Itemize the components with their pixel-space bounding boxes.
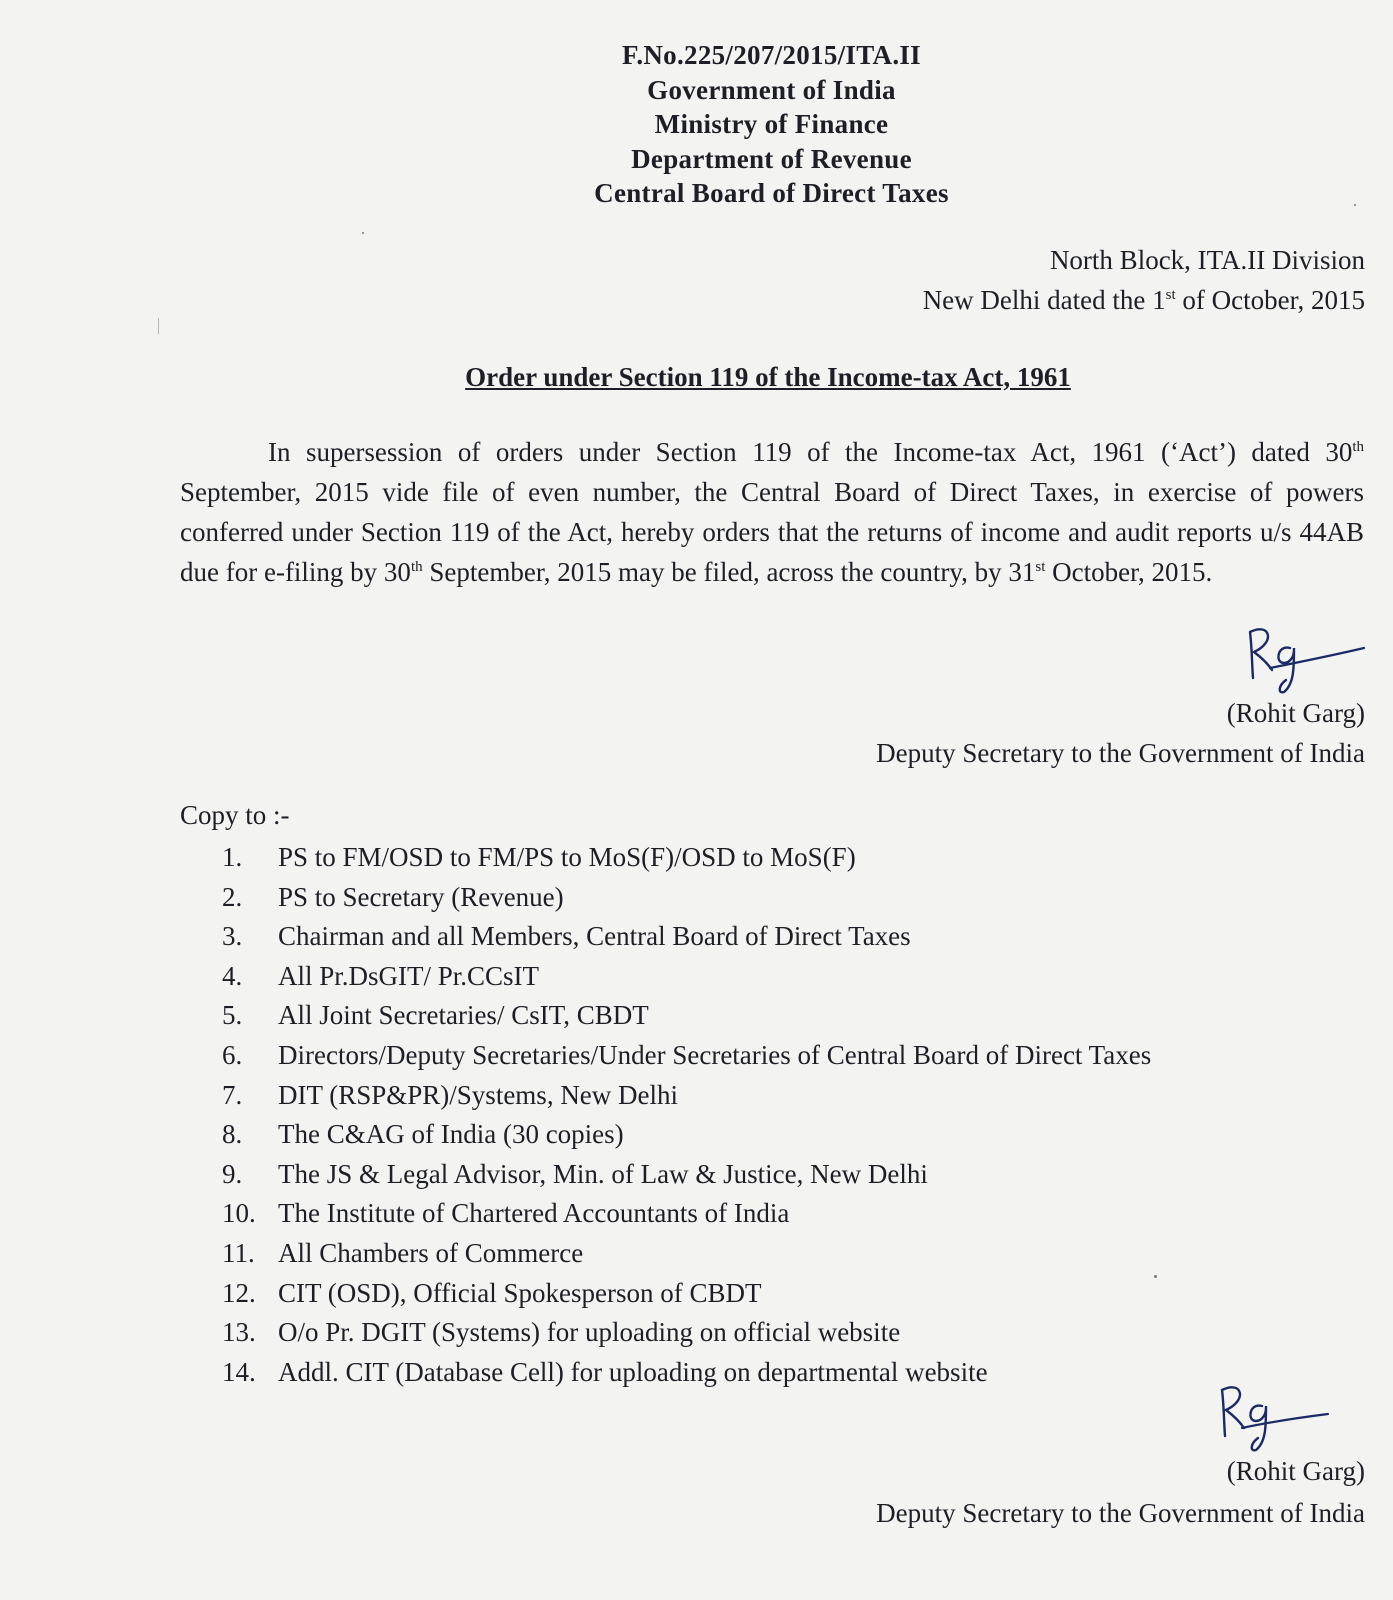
closing-signatory-name: (Rohit Garg) <box>1226 1456 1365 1486</box>
copy-to-item-text: PS to FM/OSD to FM/PS to MoS(F)/OSD to MoS(F) <box>278 842 856 872</box>
file-number: F.No.225/207/2015/ITA.II <box>622 40 921 70</box>
scan-speck <box>1354 204 1356 206</box>
scan-mark <box>158 318 159 334</box>
copy-to-item <box>222 878 1151 918</box>
copy-to-item-text: PS to Secretary (Revenue) <box>278 881 564 912</box>
copy-to-item-text: Chairman and all Members, Central Board of Direct Taxes <box>278 921 911 952</box>
scan-speck <box>362 232 364 234</box>
copy-to-item <box>222 996 1151 1036</box>
copy-to-item-number: 7. <box>222 1079 243 1110</box>
copy-to-item <box>222 1115 1151 1155</box>
copy-to-item-number: 4. <box>222 960 243 991</box>
place-and-date <box>923 240 1365 320</box>
copy-to-item <box>222 1155 1151 1195</box>
copy-to-item <box>222 957 1151 997</box>
copy-to-item <box>222 917 1151 957</box>
copy-to-list <box>222 838 1151 1392</box>
copy-to-item-number: 6. <box>222 1039 243 1070</box>
copy-to-item <box>222 1234 1151 1274</box>
closing-signatory-designation: Deputy Secretary to the Government of India <box>876 1498 1365 1528</box>
copy-to-item <box>222 1353 1151 1393</box>
copy-to-item-text: Directors/Deputy Secretaries/Under Secretaries of Central Board of Direct Taxes <box>278 1039 1152 1070</box>
copy-to-item-number: 1. <box>222 842 243 872</box>
letterhead <box>0 38 1393 211</box>
copy-to-item-text: All Chambers of Commerce <box>278 1237 584 1268</box>
copy-to-label: Copy to :- <box>180 800 290 830</box>
copy-to-item-text: CIT (OSD), Official Spokesperson of CBDT <box>278 1277 762 1308</box>
office-location: North Block, ITA.II Division <box>1049 245 1365 275</box>
board-name: Central Board of Direct Taxes <box>594 178 949 208</box>
copy-to-item-number: 11. <box>222 1237 255 1268</box>
copy-to-item-text: All Joint Secretaries/ CsIT, CBDT <box>278 1000 649 1031</box>
copy-to-item-text: O/o Pr. DGIT (Systems) for uploading on official website <box>278 1317 901 1348</box>
copy-to-item-number: 2. <box>222 881 243 912</box>
copy-to-item <box>222 1313 1151 1353</box>
signatory-designation: Deputy Secretary to the Government of India <box>876 738 1365 768</box>
copy-to-item-number: 10. <box>222 1198 256 1229</box>
signatory-name: (Rohit Garg) <box>1226 698 1365 728</box>
scan-speck <box>1154 1275 1157 1278</box>
issue-date: New Delhi dated the 1st of October, 2015 <box>922 285 1365 315</box>
copy-to-item-text: The Institute of Chartered Accountants of India <box>278 1198 790 1229</box>
copy-to-item-text: The C&AG of India (30 copies) <box>278 1119 624 1150</box>
closing-signature-initials <box>1210 1378 1340 1456</box>
signature-initials <box>1240 618 1370 696</box>
copy-to-item-number: 12. <box>222 1277 256 1308</box>
copy-to-item <box>222 1194 1151 1234</box>
government-name: Government of India <box>647 74 896 105</box>
copy-to-item <box>222 838 1151 878</box>
copy-to-item-number: 8. <box>222 1119 243 1150</box>
copy-to-item-number: 5. <box>222 1000 243 1031</box>
copy-to-item-text: Addl. CIT (Database Cell) for uploading on departmental website <box>278 1356 988 1387</box>
order-title: Order under Section 119 of the Income-tax Act, 1961 <box>465 362 1071 392</box>
copy-to-item-number: 9. <box>222 1158 243 1189</box>
copy-to-item-number: 13. <box>222 1317 256 1348</box>
ministry-name: Ministry of Finance <box>654 109 889 139</box>
copy-to-item <box>222 1036 1151 1076</box>
copy-to-item-text: All Pr.DsGIT/ Pr.CCsIT <box>278 960 540 991</box>
copy-to-item-text: The JS & Legal Advisor, Min. of Law & Justice, New Delhi <box>278 1158 928 1189</box>
order-body: In supersession of orders under Section 119 of the Income-tax Act, 1961 (‘Act’) dated 30th September, 2015 vide file of even number, the Central Board of Direct Taxes, in exercise of powers conferred under Section 119 of the Act, hereby orders that the returns of income and audit reports u/s 44AB due for e-filing by 30th September, 2015 may be filed, across the country, by 31st October, 2015. <box>180 437 1364 587</box>
copy-to-item-number: 14. <box>222 1356 256 1387</box>
department-name: Department of Revenue <box>631 143 912 174</box>
copy-to-item <box>222 1076 1151 1116</box>
copy-to-item <box>222 1274 1151 1314</box>
copy-to-item-text: DIT (RSP&PR)/Systems, New Delhi <box>278 1079 679 1110</box>
copy-to-item-number: 3. <box>222 921 243 952</box>
